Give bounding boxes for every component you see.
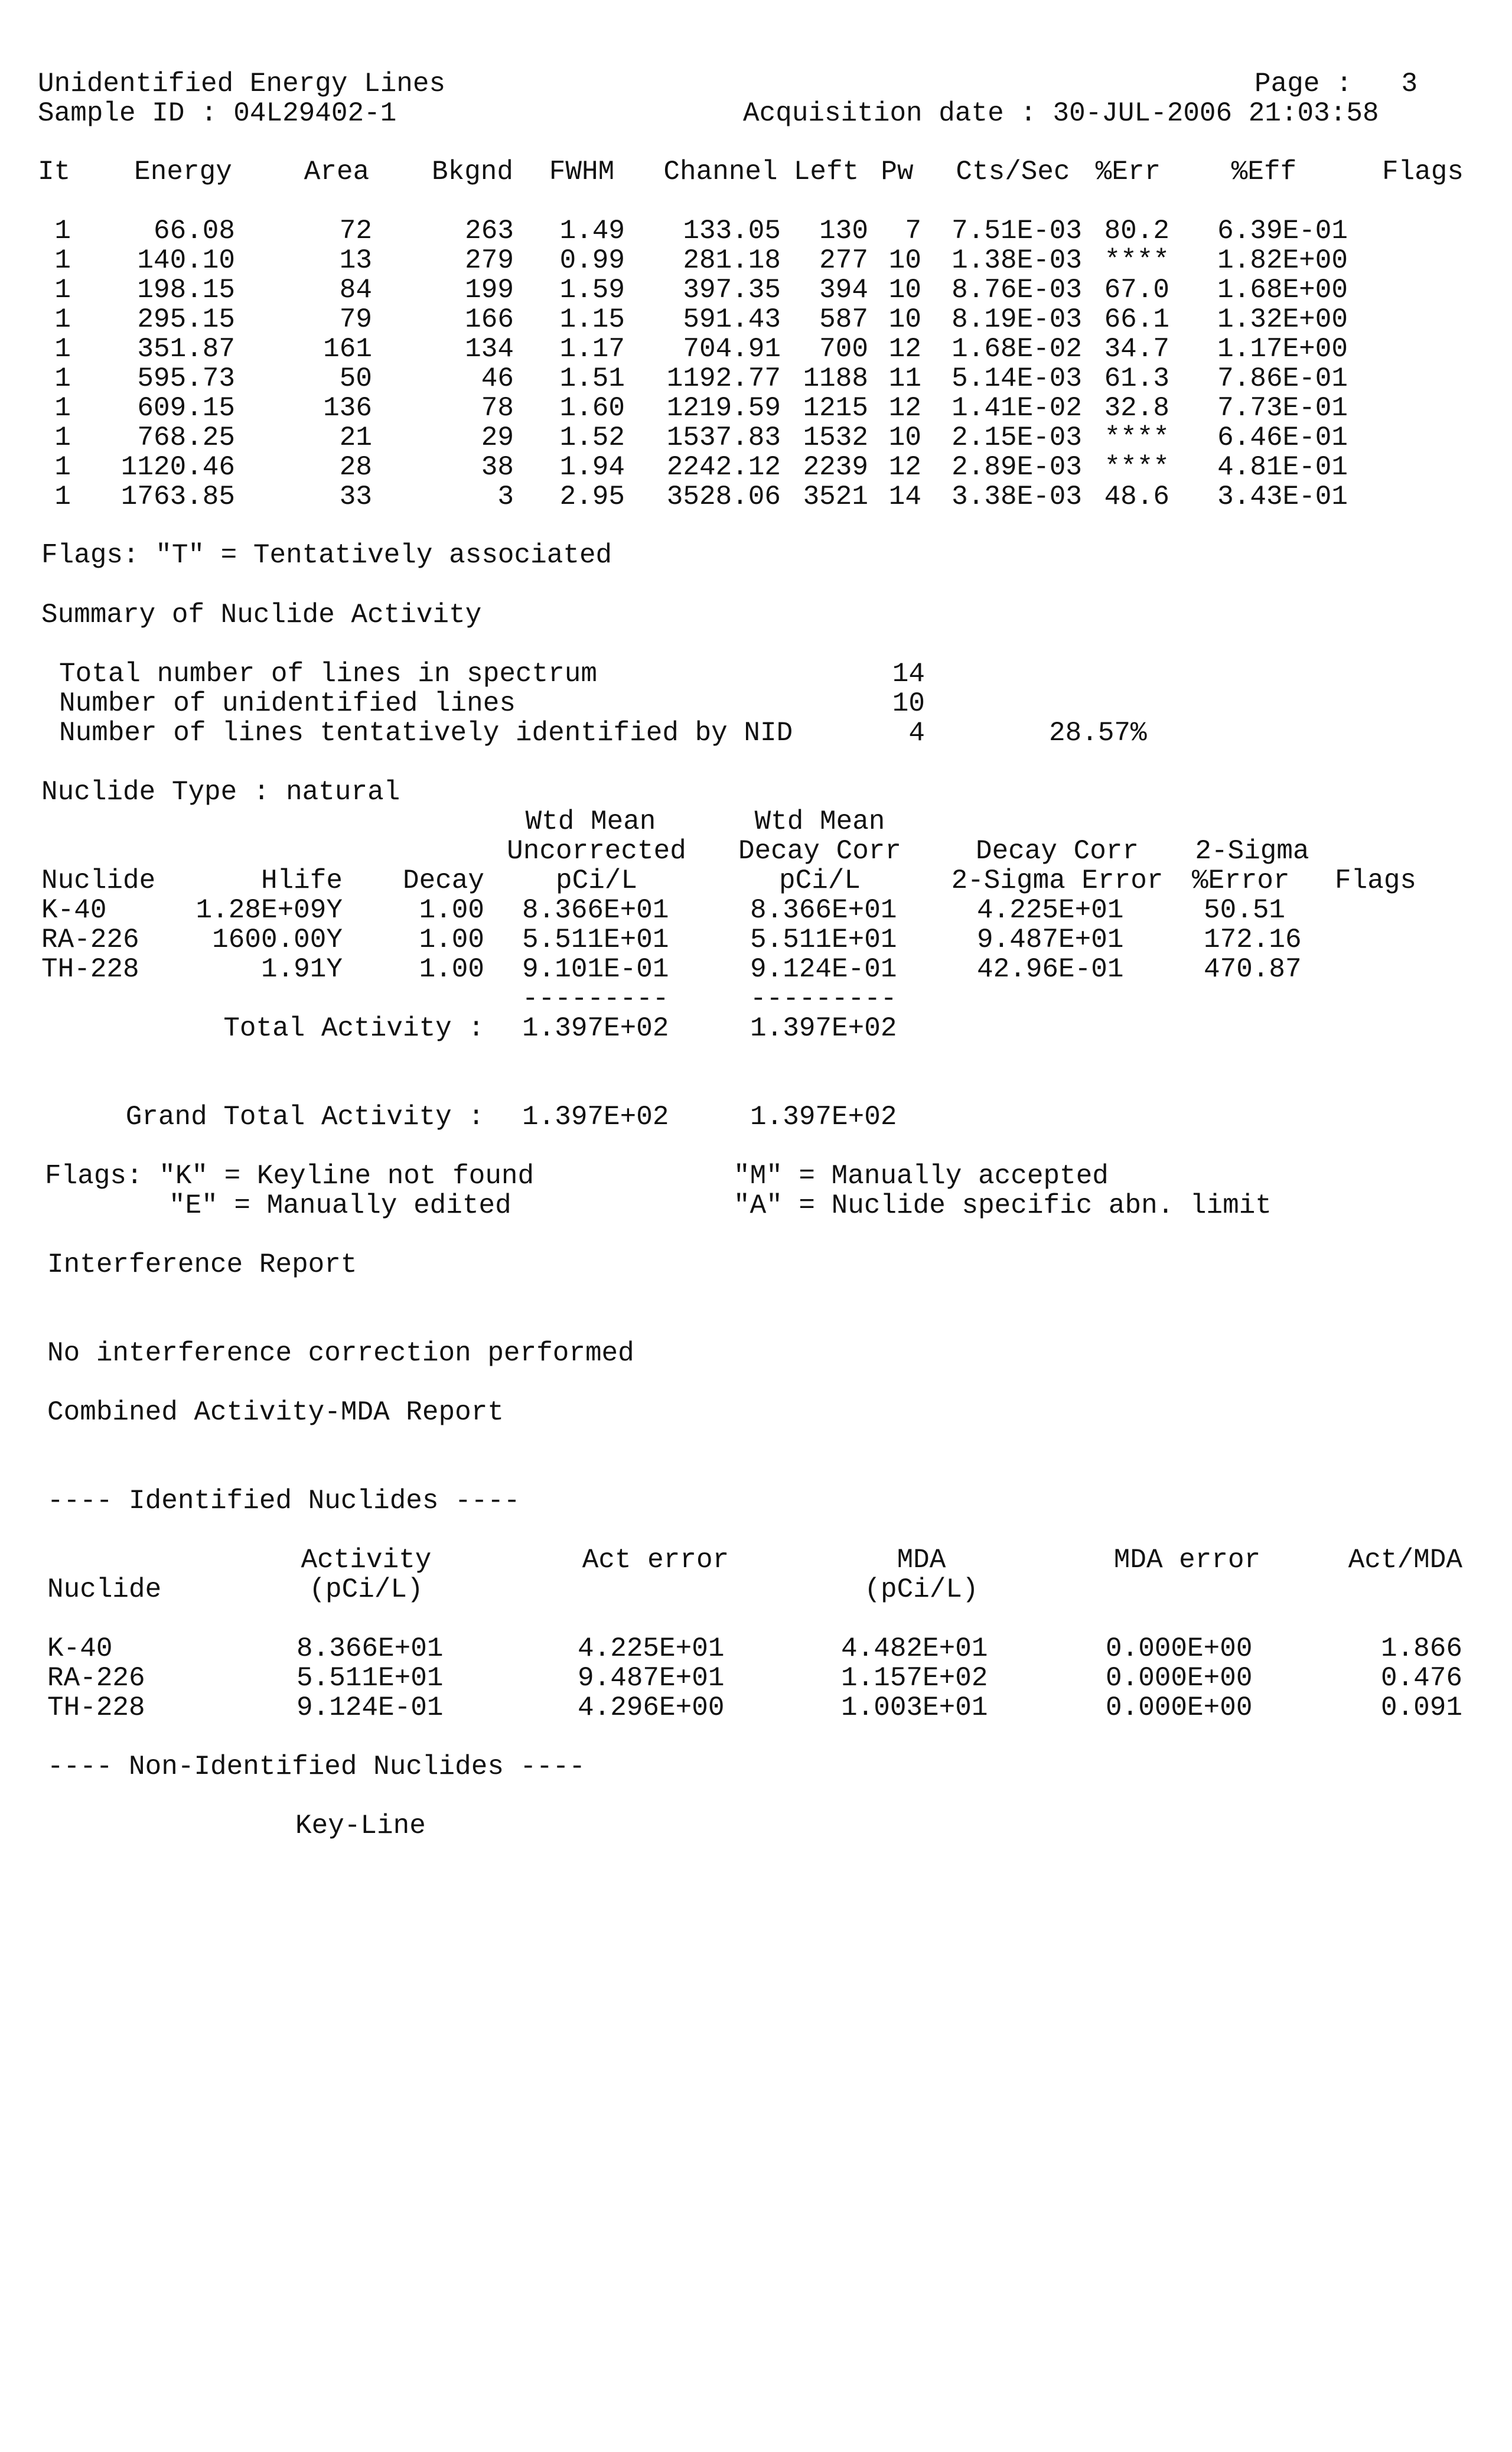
nuclide-cell-r1-c4: 5.511E+01	[750, 924, 897, 955]
lines-cell-r7-c8: 2.15E-03	[951, 422, 1082, 453]
nuclide-cell-r2-c5: 42.96E-01	[977, 954, 1124, 985]
lines-cell-r8-c5: 2242.12	[666, 452, 781, 483]
lines-cell-r0-c3: 263	[465, 216, 514, 246]
lines-cell-r3-c6: 587	[819, 304, 868, 335]
nuclide-cell-r0-c4: 8.366E+01	[750, 895, 897, 926]
header-sigma-error: 2-Sigma Error	[951, 865, 1164, 896]
page-number: Page : 3	[1254, 69, 1418, 99]
lines-cell-r6-c2: 136	[323, 393, 372, 424]
lines-cell-r8-c4: 1.94	[559, 452, 625, 483]
lines-cell-r9-c8: 3.38E-03	[951, 481, 1082, 512]
header-decay-corr: Decay Corr	[738, 836, 902, 867]
lines-cell-r4-c0: 1	[54, 334, 71, 364]
nuclide-cell-r0-c1: 1.28E+09Y	[195, 895, 343, 926]
lines-cell-r8-c1: 1120.46	[120, 452, 235, 483]
flags-note-tentative: Flags: "T" = Tentatively associated	[41, 540, 612, 571]
lines-cell-r1-c9: ****	[1104, 245, 1169, 276]
lines-cell-r3-c7: 10	[888, 304, 921, 335]
lines-cell-r2-c5: 397.35	[683, 275, 781, 305]
lines-cell-r3-c10: 1.32E+00	[1217, 304, 1348, 335]
combined-cell-r2-c4: 0.000E+00	[1106, 1692, 1253, 1723]
combined-header-activity-unit: (pCi/L)	[309, 1574, 423, 1605]
lines-cell-r8-c6: 2239	[803, 452, 868, 483]
combined-title: Combined Activity-MDA Report	[47, 1397, 504, 1428]
lines-cell-r5-c8: 5.14E-03	[951, 363, 1082, 394]
lines-cell-r7-c0: 1	[54, 422, 71, 453]
lines-cell-r0-c5: 133.05	[683, 216, 781, 246]
header-wtd-mean-decay: Wtd Mean	[754, 806, 885, 837]
lines-cell-r9-c9: 48.6	[1104, 481, 1169, 512]
lines-cell-r4-c1: 351.87	[137, 334, 235, 364]
lines-cell-r9-c10: 3.43E-01	[1217, 481, 1348, 512]
sample-id: Sample ID : 04L29402-1	[38, 98, 397, 129]
nuclide-cell-r2-c1: 1.91Y	[260, 954, 343, 985]
nuclide-cell-r0-c5: 4.225E+01	[977, 895, 1124, 926]
lines-col-header-pw: Pw	[881, 157, 914, 187]
nuclide-cell-r2-c2: 1.00	[419, 954, 484, 985]
lines-cell-r9-c5: 3528.06	[666, 481, 781, 512]
lines-cell-r2-c0: 1	[54, 275, 71, 305]
lines-cell-r3-c8: 8.19E-03	[951, 304, 1082, 335]
lines-cell-r9-c7: 14	[888, 481, 921, 512]
summary-label-0: Total number of lines in spectrum	[59, 659, 597, 689]
header-decay: Decay	[402, 865, 484, 896]
flag-e: "E" = Manually edited	[169, 1190, 511, 1221]
nuclide-cell-r2-c0: TH-228	[41, 954, 139, 985]
nuclide-cell-r0-c0: K-40	[41, 895, 107, 926]
lines-cell-r0-c6: 130	[819, 216, 868, 246]
lines-col-header--err: %Err	[1095, 157, 1161, 187]
lines-cell-r5-c4: 1.51	[559, 363, 625, 394]
combined-cell-r0-c1: 8.366E+01	[296, 1633, 444, 1664]
lines-cell-r5-c1: 595.73	[137, 363, 235, 394]
summary-title: Summary of Nuclide Activity	[41, 600, 482, 630]
header-uncorrected: Uncorrected	[507, 836, 686, 867]
header-nuclide: Nuclide	[41, 865, 156, 896]
lines-cell-r2-c8: 8.76E-03	[951, 275, 1082, 305]
lines-cell-r1-c3: 279	[465, 245, 514, 276]
nuclide-cell-r2-c3: 9.101E-01	[522, 954, 669, 985]
lines-cell-r3-c0: 1	[54, 304, 71, 335]
summary-pct-2: 28.57%	[1049, 718, 1147, 748]
lines-cell-r6-c7: 12	[888, 393, 921, 424]
lines-cell-r1-c5: 281.18	[683, 245, 781, 276]
lines-cell-r7-c1: 768.25	[137, 422, 235, 453]
combined-cell-r2-c1: 9.124E-01	[296, 1692, 444, 1723]
combined-cell-r1-c3: 1.157E+02	[841, 1663, 988, 1694]
acquisition-date: Acquisition date : 30-JUL-2006 21:03:58	[743, 98, 1379, 129]
lines-cell-r4-c2: 161	[323, 334, 372, 364]
lines-col-header-it: It	[38, 157, 71, 187]
lines-cell-r6-c4: 1.60	[559, 393, 625, 424]
lines-cell-r8-c0: 1	[54, 452, 71, 483]
key-line-label: Key-Line	[295, 1810, 426, 1841]
lines-cell-r1-c0: 1	[54, 245, 71, 276]
rule-decay: ---------	[750, 984, 897, 1014]
combined-header-act-mda: Act/MDA	[1348, 1545, 1462, 1575]
lines-cell-r9-c1: 1763.85	[120, 481, 235, 512]
lines-cell-r4-c4: 1.17	[559, 334, 625, 364]
header-two-sigma: 2-Sigma	[1195, 836, 1309, 867]
lines-cell-r4-c10: 1.17E+00	[1217, 334, 1348, 364]
lines-cell-r5-c9: 61.3	[1104, 363, 1169, 394]
total-activity-uncorrected: 1.397E+02	[522, 1013, 669, 1044]
lines-cell-r6-c3: 78	[481, 393, 514, 424]
nuclide-cell-r1-c0: RA-226	[41, 924, 139, 955]
non-identified-title: ---- Non-Identified Nuclides ----	[47, 1751, 585, 1782]
lines-col-header-bkgnd: Bkgnd	[431, 157, 514, 187]
nuclide-cell-r1-c3: 5.511E+01	[522, 924, 669, 955]
summary-label-2: Number of lines tentatively identified by NID	[59, 718, 793, 748]
lines-cell-r6-c10: 7.73E-01	[1217, 393, 1348, 424]
lines-cell-r0-c1: 66.08	[153, 216, 235, 246]
lines-cell-r8-c2: 28	[339, 452, 372, 483]
lines-cell-r0-c2: 72	[339, 216, 372, 246]
rule-uncorrected: ---------	[522, 984, 669, 1014]
lines-col-header-left: Left	[793, 157, 859, 187]
lines-cell-r2-c3: 199	[465, 275, 514, 305]
flag-k: Flags: "K" = Keyline not found	[45, 1161, 535, 1191]
nuclide-cell-r1-c5: 9.487E+01	[977, 924, 1124, 955]
lines-col-header-energy: Energy	[134, 157, 232, 187]
lines-cell-r5-c6: 1188	[803, 363, 868, 394]
lines-cell-r3-c1: 295.15	[137, 304, 235, 335]
lines-cell-r4-c7: 12	[888, 334, 921, 364]
summary-value-2: 4	[908, 718, 925, 748]
nuclide-cell-r1-c2: 1.00	[419, 924, 484, 955]
lines-cell-r5-c2: 50	[339, 363, 372, 394]
lines-cell-r6-c9: 32.8	[1104, 393, 1169, 424]
lines-cell-r6-c5: 1219.59	[666, 393, 781, 424]
lines-cell-r4-c8: 1.68E-02	[951, 334, 1082, 364]
lines-cell-r9-c4: 2.95	[559, 481, 625, 512]
lines-cell-r4-c6: 700	[819, 334, 868, 364]
lines-cell-r7-c9: ****	[1104, 422, 1169, 453]
lines-cell-r1-c1: 140.10	[137, 245, 235, 276]
lines-cell-r5-c7: 11	[888, 363, 921, 394]
lines-cell-r6-c1: 609.15	[137, 393, 235, 424]
header-pct-error: %Error	[1192, 865, 1290, 896]
header-pci-decay: pCi/L	[778, 865, 861, 896]
lines-cell-r1-c7: 10	[888, 245, 921, 276]
lines-cell-r2-c2: 84	[339, 275, 372, 305]
lines-cell-r2-c6: 394	[819, 275, 868, 305]
lines-cell-r3-c9: 66.1	[1104, 304, 1169, 335]
combined-cell-r1-c2: 9.487E+01	[578, 1663, 725, 1694]
lines-cell-r2-c1: 198.15	[137, 275, 235, 305]
combined-cell-r2-c0: TH-228	[47, 1692, 145, 1723]
lines-cell-r7-c7: 10	[888, 422, 921, 453]
header-decay-corr-error: Decay Corr	[975, 836, 1139, 867]
combined-cell-r0-c3: 4.482E+01	[841, 1633, 988, 1664]
identified-title: ---- Identified Nuclides ----	[47, 1486, 520, 1516]
lines-col-header-area: Area	[304, 157, 370, 187]
lines-cell-r4-c5: 704.91	[683, 334, 781, 364]
lines-cell-r0-c9: 80.2	[1104, 216, 1169, 246]
lines-cell-r0-c10: 6.39E-01	[1217, 216, 1348, 246]
header-flags: Flags	[1335, 865, 1417, 896]
lines-cell-r3-c3: 166	[465, 304, 514, 335]
combined-cell-r2-c5: 0.091	[1380, 1692, 1462, 1723]
nuclide-cell-r2-c6: 470.87	[1204, 954, 1302, 985]
grand-total-label: Grand Total Activity :	[125, 1102, 484, 1132]
grand-total-uncorrected: 1.397E+02	[522, 1102, 669, 1132]
combined-cell-r0-c5: 1.866	[1380, 1633, 1462, 1664]
lines-cell-r3-c4: 1.15	[559, 304, 625, 335]
lines-cell-r7-c5: 1537.83	[666, 422, 781, 453]
lines-cell-r7-c6: 1532	[803, 422, 868, 453]
lines-cell-r8-c8: 2.89E-03	[951, 452, 1082, 483]
combined-cell-r1-c0: RA-226	[47, 1663, 145, 1694]
combined-cell-r1-c1: 5.511E+01	[296, 1663, 444, 1694]
lines-cell-r5-c0: 1	[54, 363, 71, 394]
lines-col-header-flags: Flags	[1381, 157, 1464, 187]
total-activity-decay: 1.397E+02	[750, 1013, 897, 1044]
lines-cell-r6-c6: 1215	[803, 393, 868, 424]
lines-cell-r9-c3: 3	[497, 481, 514, 512]
nuclide-cell-r0-c2: 1.00	[419, 895, 484, 926]
lines-cell-r0-c0: 1	[54, 216, 71, 246]
combined-header-mda: MDA	[897, 1545, 946, 1575]
lines-cell-r7-c4: 1.52	[559, 422, 625, 453]
nuclide-cell-r1-c1: 1600.00Y	[212, 924, 343, 955]
summary-value-1: 10	[892, 688, 925, 719]
lines-cell-r2-c4: 1.59	[559, 275, 625, 305]
flag-m: "M" = Manually accepted	[734, 1161, 1109, 1191]
combined-cell-r2-c2: 4.296E+00	[578, 1692, 725, 1723]
lines-cell-r1-c6: 277	[819, 245, 868, 276]
lines-cell-r1-c4: 0.99	[559, 245, 625, 276]
lines-cell-r2-c9: 67.0	[1104, 275, 1169, 305]
lines-cell-r4-c3: 134	[465, 334, 514, 364]
combined-cell-r0-c4: 0.000E+00	[1106, 1633, 1253, 1664]
lines-cell-r2-c10: 1.68E+00	[1217, 275, 1348, 305]
lines-cell-r8-c10: 4.81E-01	[1217, 452, 1348, 483]
lines-cell-r9-c0: 1	[54, 481, 71, 512]
lines-cell-r7-c3: 29	[481, 422, 514, 453]
lines-cell-r6-c0: 1	[54, 393, 71, 424]
lines-cell-r5-c3: 46	[481, 363, 514, 394]
lines-cell-r8-c9: ****	[1104, 452, 1169, 483]
nuclide-cell-r0-c3: 8.366E+01	[522, 895, 669, 926]
lines-cell-r9-c6: 3521	[803, 481, 868, 512]
combined-cell-r1-c5: 0.476	[1380, 1663, 1462, 1694]
nuclide-cell-r1-c6: 172.16	[1204, 924, 1302, 955]
combined-cell-r2-c3: 1.003E+01	[841, 1692, 988, 1723]
lines-cell-r8-c3: 38	[481, 452, 514, 483]
combined-header-activity: Activity	[301, 1545, 432, 1575]
combined-header-act-error: Act error	[582, 1545, 729, 1575]
lines-cell-r2-c7: 10	[888, 275, 921, 305]
combined-cell-r1-c4: 0.000E+00	[1106, 1663, 1253, 1694]
header-pci-uncorrected: pCi/L	[555, 865, 638, 896]
combined-header-mda-unit: (pCi/L)	[864, 1574, 979, 1605]
lines-cell-r3-c5: 591.43	[683, 304, 781, 335]
lines-cell-r5-c10: 7.86E-01	[1217, 363, 1348, 394]
lines-col-header-fwhm: FWHM	[549, 157, 615, 187]
summary-label-1: Number of unidentified lines	[59, 688, 516, 719]
lines-cell-r4-c9: 34.7	[1104, 334, 1169, 364]
flag-a: "A" = Nuclide specific abn. limit	[734, 1190, 1272, 1221]
summary-value-0: 14	[892, 659, 925, 689]
lines-cell-r9-c2: 33	[339, 481, 372, 512]
lines-col-header--eff: %Eff	[1231, 157, 1297, 187]
interference-title: Interference Report	[47, 1249, 357, 1280]
lines-cell-r8-c7: 12	[888, 452, 921, 483]
lines-cell-r1-c10: 1.82E+00	[1217, 245, 1348, 276]
lines-cell-r6-c8: 1.41E-02	[951, 393, 1082, 424]
lines-cell-r7-c10: 6.46E-01	[1217, 422, 1348, 453]
lines-cell-r1-c8: 1.38E-03	[951, 245, 1082, 276]
nuclide-cell-r2-c4: 9.124E-01	[750, 954, 897, 985]
lines-col-header-channel: Channel	[663, 157, 778, 187]
lines-cell-r0-c7: 7	[905, 216, 921, 246]
lines-cell-r1-c2: 13	[339, 245, 372, 276]
combined-header-nuclide: Nuclide	[47, 1574, 162, 1605]
header-hlife: Hlife	[260, 865, 343, 896]
lines-cell-r0-c8: 7.51E-03	[951, 216, 1082, 246]
lines-cell-r0-c4: 1.49	[559, 216, 625, 246]
combined-header-mda-error: MDA error	[1113, 1545, 1261, 1575]
report-title: Unidentified Energy Lines	[38, 69, 446, 99]
header-wtd-mean-uncorrected: Wtd Mean	[525, 806, 656, 837]
total-activity-label: Total Activity :	[223, 1013, 484, 1044]
lines-cell-r7-c2: 21	[339, 422, 372, 453]
grand-total-decay: 1.397E+02	[750, 1102, 897, 1132]
nuclide-type: Nuclide Type : natural	[41, 777, 400, 807]
combined-cell-r0-c0: K-40	[47, 1633, 113, 1664]
combined-cell-r0-c2: 4.225E+01	[578, 1633, 725, 1664]
nuclide-cell-r0-c6: 50.51	[1204, 895, 1286, 926]
lines-cell-r5-c5: 1192.77	[666, 363, 781, 394]
interference-text: No interference correction performed	[47, 1338, 634, 1369]
lines-col-header-cts-sec: Cts/Sec	[956, 157, 1070, 187]
lines-cell-r3-c2: 79	[339, 304, 372, 335]
